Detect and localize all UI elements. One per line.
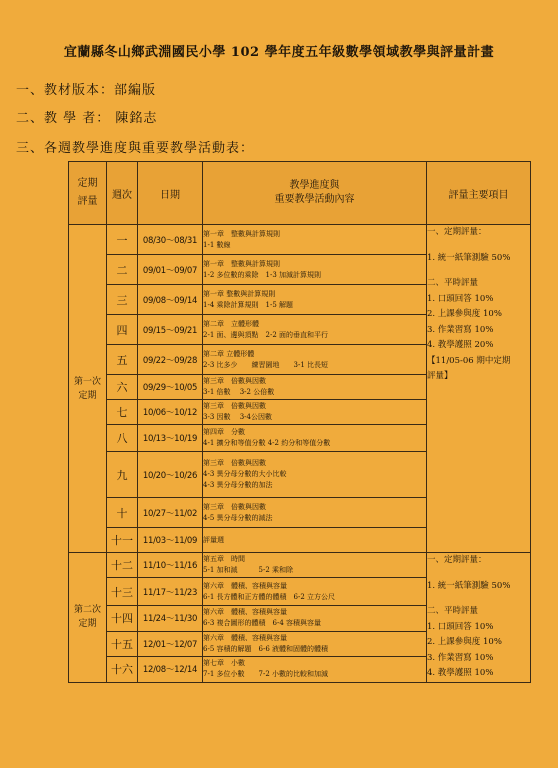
table-header-row	[69, 162, 531, 225]
week-cell: 十二	[107, 553, 138, 578]
eval-item: 3. 作業習寫 10%	[427, 324, 494, 335]
date-cell: 08/30～08/31	[138, 225, 203, 255]
content-cell	[203, 528, 427, 553]
week-cell: 六	[107, 375, 138, 400]
week-cell: 三	[107, 285, 138, 315]
header-date: 日期	[138, 162, 203, 225]
date-cell: 09/08～09/14	[138, 285, 203, 315]
eval-item: 4. 教學護照 10%	[427, 668, 494, 678]
eval-item: 一、定期評量：	[427, 555, 487, 565]
content-line: 第三章 倍數與因數	[203, 402, 266, 410]
date-cell: 12/08～12/14	[138, 656, 203, 682]
content-cell	[203, 375, 427, 400]
content-line: 1-2 多位數的乘除 1-3 加減計算規則	[203, 270, 321, 279]
week-cell: 十三	[107, 578, 138, 606]
date-cell: 10/20～10/26	[138, 452, 203, 498]
document-title: 宜蘭縣冬山鄉武淵國民小學 102 學年度五年級數學領域教學與評量計畫	[63, 45, 495, 60]
content-line: 4-1 擴分和等值分數 4-2 約分和等值分數	[203, 439, 331, 447]
header-content: 教學進度與 重要教學活動內容	[203, 162, 427, 225]
content-line: 4-5 異分母分數的減法	[203, 513, 273, 522]
date-cell: 09/22～09/28	[138, 345, 203, 375]
content-line: 第一章 整數與計算規則	[203, 259, 280, 268]
content-line: 第一章 整數與計算規則	[203, 229, 280, 238]
date-cell: 09/01～09/07	[138, 255, 203, 285]
content-line: 第六章 體積、容積與容量	[203, 581, 287, 590]
table-row	[69, 225, 531, 255]
eval-item: 評量】	[427, 371, 453, 381]
eval-items-cell	[427, 553, 531, 683]
eval-item: 4. 教學護照 20%	[427, 340, 494, 350]
content-line: 評量週	[203, 535, 224, 544]
content-cell	[203, 606, 427, 631]
date-cell: 11/17～11/23	[138, 578, 203, 606]
week-cell: 四	[107, 315, 138, 345]
date-cell: 09/29～10/05	[138, 375, 203, 400]
eval-item: 3. 作業習寫 10%	[427, 652, 494, 663]
week-cell: 十六	[107, 656, 138, 682]
week-cell: 十四	[107, 606, 138, 631]
eval-items-cell	[427, 225, 531, 553]
eval-item	[427, 594, 530, 604]
eval-item	[427, 241, 530, 251]
content-cell	[203, 255, 427, 285]
content-cell	[203, 498, 427, 528]
eval-item: 1. 統一紙筆測驗 50%	[427, 252, 511, 263]
eval-item: 1. 口頭回答 10%	[427, 621, 494, 632]
content-cell	[203, 656, 427, 682]
week-cell: 八	[107, 425, 138, 452]
date-cell: 12/01～12/07	[138, 631, 203, 656]
week-cell: 七	[107, 400, 138, 425]
week-cell: 二	[107, 255, 138, 285]
content-cell	[203, 285, 427, 315]
content-line: 第一章 整數與計算規則	[203, 289, 276, 298]
content-line: 第二章 立體形體	[203, 349, 255, 358]
content-line: 第三章 倍數與因數	[203, 377, 266, 385]
content-cell	[203, 225, 427, 255]
date-cell: 11/24～11/30	[138, 606, 203, 631]
week-cell: 十一	[107, 528, 138, 553]
date-cell: 11/03～11/09	[138, 528, 203, 553]
content-line: 第七章 小數	[203, 659, 245, 668]
content-cell	[203, 315, 427, 345]
week-cell: 一	[107, 225, 138, 255]
week-cell: 十五	[107, 631, 138, 656]
content-line: 第六章 體積、容積與容量	[203, 608, 287, 617]
content-line: 第三章 倍數與因數	[203, 502, 266, 511]
content-line: 7-1 多位小數 7-2 小數的比較和加減	[203, 670, 328, 679]
content-cell	[203, 452, 427, 498]
header-eval: 評量主要項目	[427, 162, 531, 225]
content-line: 第五章 時間	[203, 555, 245, 564]
eval-item	[427, 569, 530, 579]
term-cell: 第一次 定期	[69, 225, 107, 553]
eval-item: 2. 上課參與度 10%	[427, 309, 502, 319]
week-cell: 五	[107, 345, 138, 375]
content-line: 2-3 比多少 練習園地 3-1 比長短	[203, 360, 328, 369]
content-cell	[203, 400, 427, 425]
content-line: 6-3 複合圖形的體積 6-4 容積與容量	[203, 619, 321, 628]
content-line: 第四章 分數	[203, 428, 245, 436]
eval-item: 1. 統一紙筆測驗 50%	[427, 580, 511, 591]
content-line: 3-1 倍數 3-2 公倍數	[203, 388, 275, 396]
eval-item: 2. 上課參與度 10%	[427, 637, 502, 647]
weekly-plan-table	[68, 161, 531, 683]
date-cell: 09/15～09/21	[138, 315, 203, 345]
content-cell	[203, 578, 427, 606]
content-line: 2-1 面、邊與頂點 2-2 面的垂直和平行	[203, 330, 328, 339]
content-line: 5-1 加和減 5-2 乘和除	[203, 566, 293, 575]
header-term: 定期 評量	[69, 162, 107, 225]
week-cell: 九	[107, 452, 138, 498]
eval-item: 1. 口頭回答 10%	[427, 293, 494, 304]
header-week: 週次	[107, 162, 138, 225]
content-line: 6-1 長方體和正方體的體積 6-2 立方公尺	[203, 592, 335, 601]
textbook-version-line: 一、教材版本：部編版	[16, 83, 157, 98]
content-line: 3-3 因數 3-4公因數	[203, 413, 272, 421]
content-cell	[203, 425, 427, 452]
term-cell: 第二次 定期	[69, 553, 107, 683]
content-line: 第六章 體積、容積與容量	[203, 633, 287, 642]
content-line: 第三章 倍數與因數	[203, 459, 266, 467]
section-heading: 三、各週教學進度與重要教學活動表：	[16, 141, 255, 156]
content-line: 第二章 立體形體	[203, 319, 259, 328]
eval-item: 【11/05-06 期中定期	[427, 355, 511, 366]
eval-item: 二、平時評量	[427, 606, 479, 616]
content-line: 6-5 容積的解題 6-6 液體和固體的體積	[203, 644, 328, 653]
content-line: 1-1 數線	[203, 240, 231, 249]
eval-item	[427, 266, 530, 276]
content-cell	[203, 345, 427, 375]
content-line: 4-3 異分母分數的加法	[203, 481, 273, 489]
content-line: 4-3 異分母分數的大小比較	[203, 470, 287, 478]
week-cell: 十	[107, 498, 138, 528]
teacher-line: 二、教 學 者： 陳銘志	[16, 111, 158, 126]
date-cell: 10/13～10/19	[138, 425, 203, 452]
date-cell: 11/10～11/16	[138, 553, 203, 578]
content-line: 1-4 乘除計算規則 1-5 解題	[203, 300, 293, 309]
table-row	[69, 553, 531, 578]
eval-item: 二、平時評量	[427, 278, 479, 288]
content-cell	[203, 631, 427, 656]
date-cell: 10/06～10/12	[138, 400, 203, 425]
content-cell	[203, 553, 427, 578]
date-cell: 10/27～11/02	[138, 498, 203, 528]
eval-item: 一、定期評量：	[427, 227, 487, 237]
